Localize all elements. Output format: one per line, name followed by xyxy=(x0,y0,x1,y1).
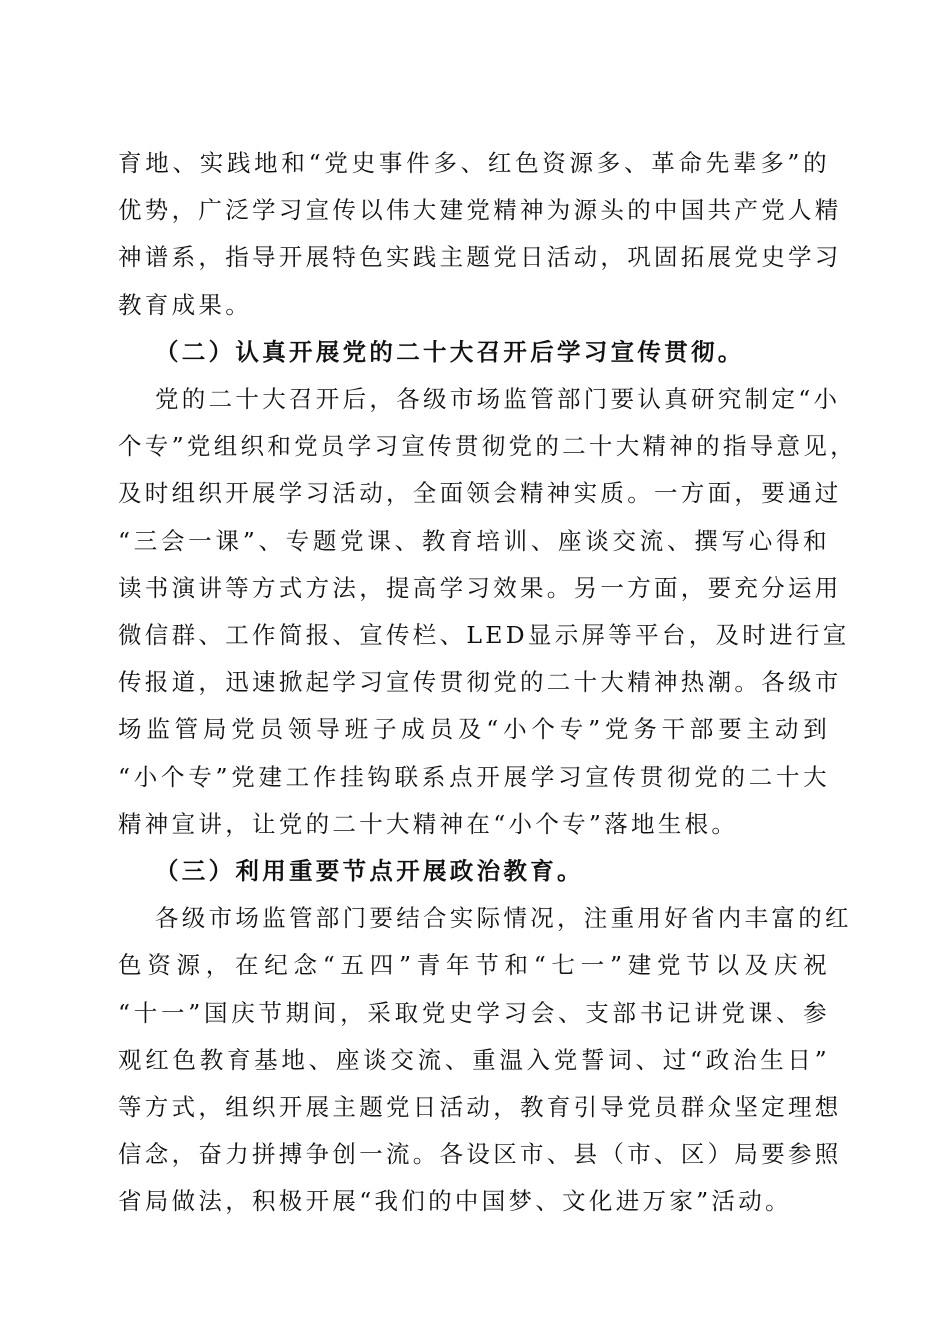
text-line: “十一”国庆节期间，采取党史学习会、支部书记讲党课、参 xyxy=(118,998,830,1027)
text-line: 育地、实践地和“党史事件多、红色资源多、革命先辈多”的 xyxy=(118,149,830,177)
text-line: 传报道，迅速掀起学习宣传贯彻党的二十大精神热潮。各级市 xyxy=(118,668,842,697)
paragraph xyxy=(118,140,842,329)
document-body xyxy=(118,140,857,1226)
text-line: 读书演讲等方式方法，提高学习效果。另一方面，要充分运用 xyxy=(118,573,842,602)
text-line: 优势，广泛学习宣传以伟大建党精神为源头的中国共产党人精 xyxy=(118,196,842,225)
text-line: 精神宣讲，让党的二十大精神在“小个专”落地生根。 xyxy=(118,809,739,838)
text-line: 信念，奋力拼搏争创一流。各设区市、县（市、区）局要参照 xyxy=(118,1140,842,1169)
section-heading xyxy=(118,848,830,895)
text-line: “小个专”党建工作挂钩联系点开展学习宣传贯彻党的二十大 xyxy=(118,762,830,791)
text-line: “三会一课”、专题党课、教育培训、座谈交流、撰写心得和 xyxy=(118,526,830,555)
section-heading xyxy=(118,329,830,376)
text-line: 省局做法，积极开展“我们的中国梦、文化进万家”活动。 xyxy=(118,1187,792,1216)
paragraph xyxy=(118,376,857,848)
text-line: 教育成果。 xyxy=(118,290,252,319)
text-line: 色资源，在纪念“五四”青年节和“七一”建党节以及庆祝 xyxy=(118,951,830,980)
text-line: 等方式，组织开展主题党日活动，教育引导党员群众坚定理想 xyxy=(118,1093,842,1122)
text-line: 微信群、工作简报、宣传栏、LED显示屏等平台，及时进行宣 xyxy=(118,621,850,650)
text-line: 个专”党组织和党员学习宣传贯彻党的二十大精神的指导意见， xyxy=(118,432,857,461)
text-line: 神谱系，指导开展特色实践主题党日活动，巩固拓展党史学习 xyxy=(118,243,842,272)
text-line: 党的二十大召开后，各级市场监管部门要认真研究制定“小 xyxy=(155,385,841,414)
heading-line: （三）利用重要节点开展政治教育。 xyxy=(155,857,584,886)
text-line: 观红色教育基地、座谈交流、重温入党誓词、过“政治生日” xyxy=(118,1045,830,1074)
text-line: 场监管局党员领导班子成员及“小个专”党务干部要主动到 xyxy=(118,715,830,744)
text-line: 及时组织开展学习活动，全面领会精神实质。一方面，要通过 xyxy=(118,479,842,508)
text-line: 各级市场监管部门要结合实际情况，注重用好省内丰富的红 xyxy=(155,904,852,933)
paragraph xyxy=(118,895,852,1225)
heading-line: （二）认真开展党的二十大召开后学习宣传贯彻。 xyxy=(155,337,745,366)
